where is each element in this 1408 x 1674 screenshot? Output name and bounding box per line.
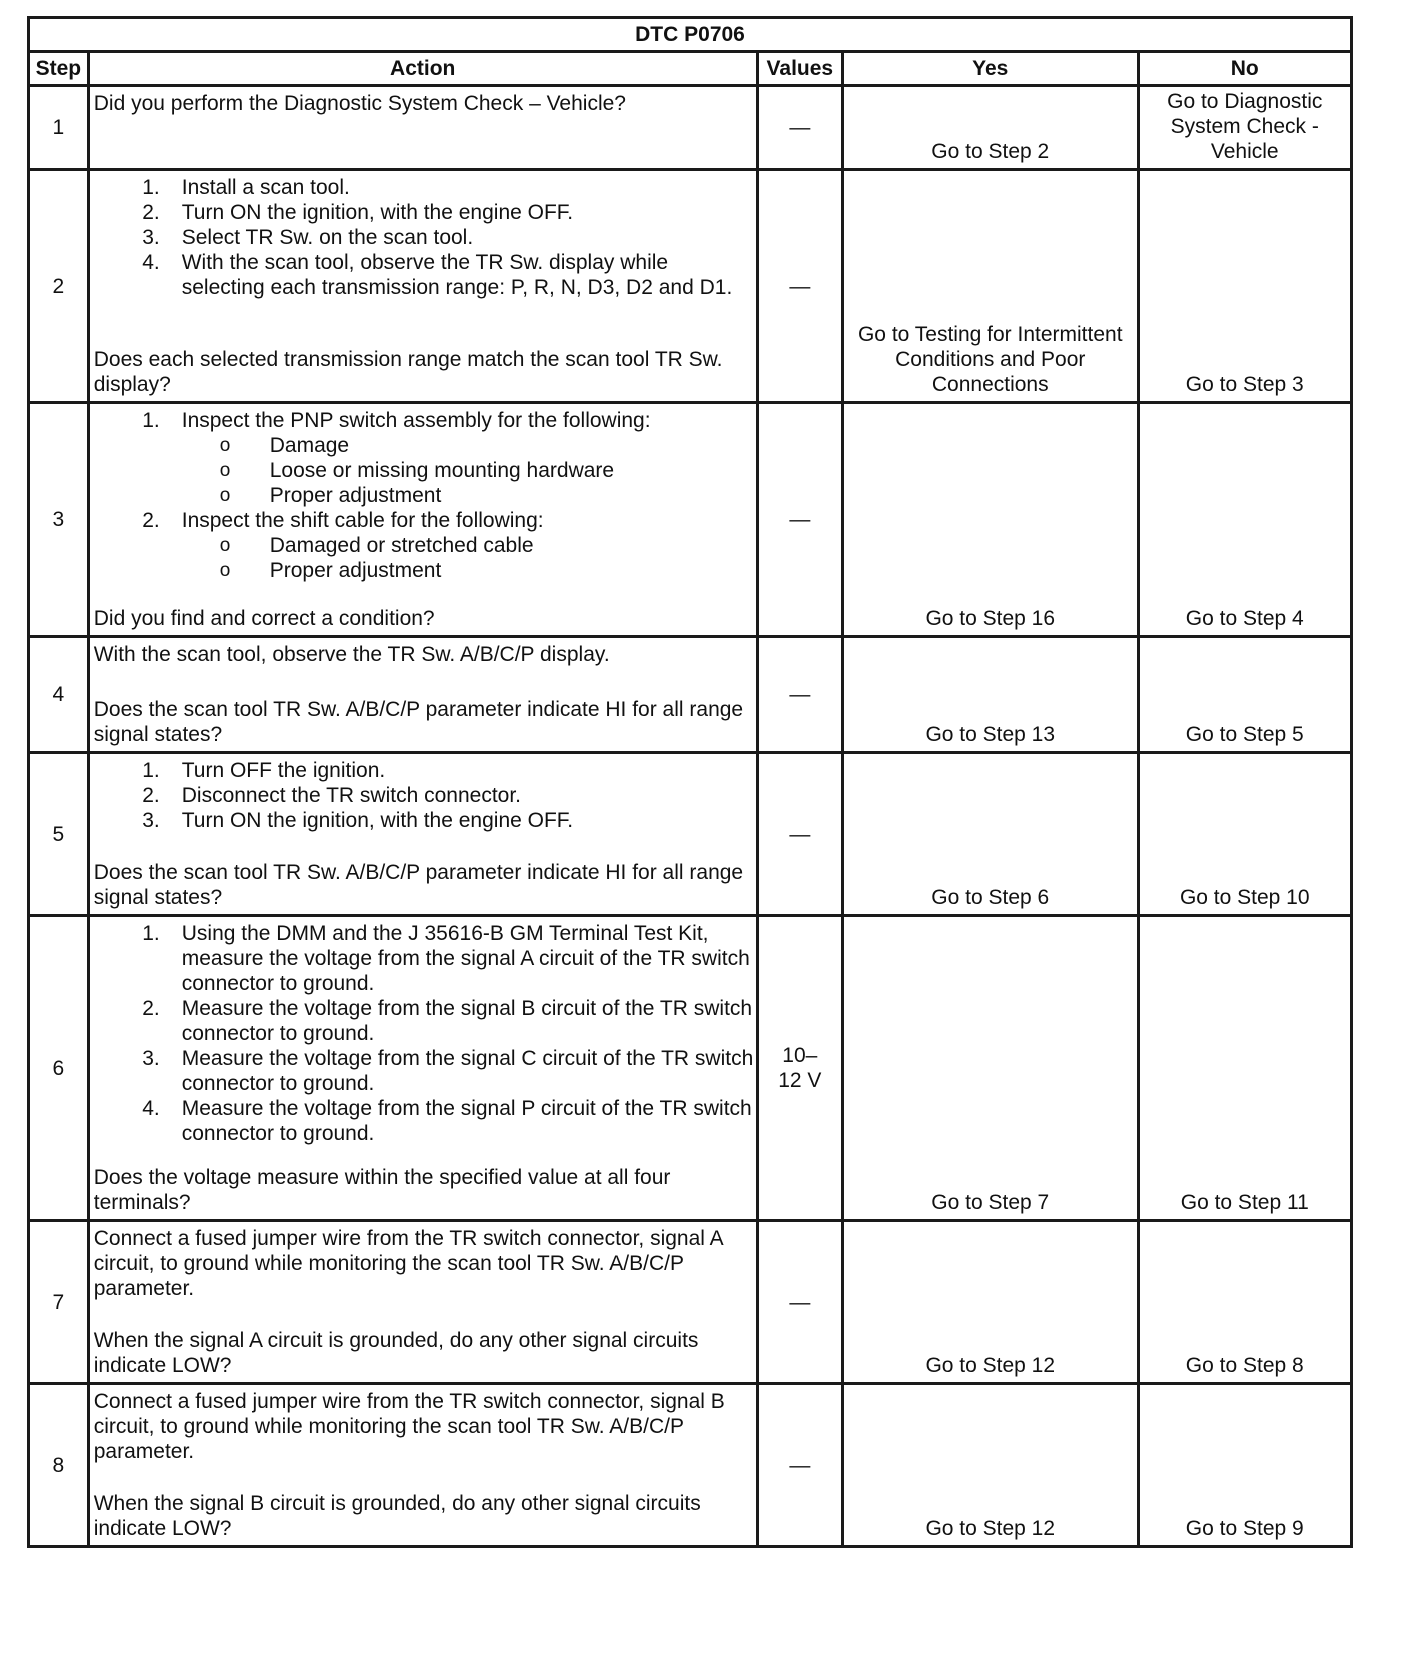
step-item-number: 1. [142, 922, 160, 945]
step-number: 8 [29, 1384, 89, 1547]
list-item [94, 508, 754, 583]
table-title: DTC P0706 [29, 18, 1352, 52]
step-item-text: Install a scan tool. [181, 176, 350, 199]
step-item-text: Select TR Sw. on the scan tool. [181, 226, 474, 249]
action-cell [88, 86, 757, 170]
action-steps [94, 408, 754, 583]
step-item-text: Inspect the PNP switch assembly for the following: [181, 409, 651, 432]
table-row [29, 916, 1352, 1221]
action-intro: With the scan tool, observe the TR Sw. A/B/C/P display. [93, 643, 610, 666]
step-item-text: Turn OFF the ignition. [181, 759, 386, 782]
action-steps [94, 175, 754, 300]
value-cell: 10–12 V [757, 916, 842, 1221]
dtc-table-container [27, 16, 1353, 1548]
no-cell: Go to Step 5 [1138, 637, 1351, 753]
step-item-text: With the scan tool, observe the TR Sw. display while selecting each transmission range: P, R, N, D3, D2 and D1. [181, 251, 733, 299]
action-intro: Connect a fused jumper wire from the TR switch connector, signal B circuit, to ground while monitoring the scan tool TR Sw. A/B/C/P parameter. [93, 1390, 725, 1463]
table-row [29, 170, 1352, 403]
step-number: 1 [29, 86, 89, 170]
dtc-table [27, 16, 1353, 1548]
action-cell [88, 1221, 757, 1384]
sub-list-item: o Loose or missing mounting hardware [182, 458, 754, 483]
header-step: Step [29, 52, 89, 86]
no-cell: Go to Step 3 [1138, 170, 1351, 403]
step-item-text: Inspect the shift cable for the following: [181, 509, 544, 532]
action-question: Does the scan tool TR Sw. A/B/C/P parameter indicate HI for all range signal states? [93, 861, 744, 909]
no-cell: Go to Step 10 [1138, 753, 1351, 916]
value-cell: — [757, 403, 842, 637]
action-cell [88, 916, 757, 1221]
step-item-text: Turn ON the ignition, with the engine OFF. [181, 201, 574, 224]
list-item [94, 1096, 754, 1146]
list-item [94, 175, 754, 200]
sub-list-item: o Damaged or stretched cable [182, 533, 754, 558]
table-body [29, 86, 1352, 1547]
value-cell: — [757, 753, 842, 916]
list-item [94, 408, 754, 508]
action-cell [88, 637, 757, 753]
list-item [94, 1046, 754, 1096]
step-number: 2 [29, 170, 89, 403]
step-number: 3 [29, 403, 89, 637]
value-cell: — [757, 1384, 842, 1547]
step-item-number: 3. [142, 226, 160, 249]
header-yes: Yes [843, 52, 1139, 86]
step-item-text: Measure the voltage from the signal B circuit of the TR switch connector to ground. [181, 997, 753, 1045]
yes-cell: Go to Step 6 [843, 753, 1139, 916]
yes-cell: Go to Step 2 [843, 86, 1139, 170]
no-cell: Go to Step 9 [1138, 1384, 1351, 1547]
table-row [29, 753, 1352, 916]
sub-list-item: o Damage [182, 433, 754, 458]
no-cell: Go to Diagnostic System Check - Vehicle [1138, 86, 1351, 170]
header-no: No [1138, 52, 1351, 86]
step-item-number: 2. [142, 784, 160, 807]
action-cell [88, 1384, 757, 1547]
value-cell: — [757, 86, 842, 170]
step-item-text: Disconnect the TR switch connector. [181, 784, 522, 807]
yes-cell: Go to Step 7 [843, 916, 1139, 1221]
no-cell: Go to Step 8 [1138, 1221, 1351, 1384]
sub-list-item: o Proper adjustment [182, 558, 754, 583]
sub-list-item: o Proper adjustment [182, 483, 754, 508]
no-cell: Go to Step 11 [1138, 916, 1351, 1221]
yes-cell: Go to Testing for Intermittent Conditions and Poor Connections [843, 170, 1139, 403]
table-row [29, 403, 1352, 637]
yes-cell: Go to Step 16 [843, 403, 1139, 637]
list-item [94, 783, 754, 808]
step-number: 5 [29, 753, 89, 916]
step-item-number: 2. [142, 509, 160, 532]
action-question: When the signal A circuit is grounded, do any other signal circuits indicate LOW? [93, 1329, 699, 1377]
step-item-number: 4. [142, 251, 160, 274]
list-item [94, 225, 754, 250]
list-item [94, 921, 754, 996]
step-item-number: 3. [142, 809, 160, 832]
action-steps [94, 758, 754, 833]
step-item-number: 2. [142, 201, 160, 224]
list-item [94, 808, 754, 833]
value-cell: — [757, 1221, 842, 1384]
step-item-number: 1. [142, 409, 160, 432]
action-cell [88, 753, 757, 916]
step-item-text: Using the DMM and the J 35616-B GM Terminal Test Kit, measure the voltage from the signal A circuit of the TR switch connector to ground. [181, 922, 750, 995]
list-item [94, 758, 754, 783]
list-item [94, 200, 754, 225]
step-item-number: 4. [142, 1097, 160, 1120]
table-row [29, 637, 1352, 753]
step-item-text: Measure the voltage from the signal P circuit of the TR switch connector to ground. [181, 1097, 752, 1145]
step-item-number: 2. [142, 997, 160, 1020]
step-number: 7 [29, 1221, 89, 1384]
sub-list [182, 533, 754, 583]
step-item-text: Measure the voltage from the signal C circuit of the TR switch connector to ground. [181, 1047, 754, 1095]
list-item [94, 996, 754, 1046]
action-cell [88, 170, 757, 403]
table-row [29, 1384, 1352, 1547]
step-number: 6 [29, 916, 89, 1221]
list-item [94, 250, 754, 300]
sub-list [182, 433, 754, 508]
header-values: Values [757, 52, 842, 86]
step-number: 4 [29, 637, 89, 753]
action-steps [94, 921, 754, 1146]
step-item-number: 3. [142, 1047, 160, 1070]
action-question: Did you find and correct a condition? [93, 607, 435, 630]
action-question: Does the scan tool TR Sw. A/B/C/P parameter indicate HI for all range signal states? [93, 698, 744, 746]
action-intro: Did you perform the Diagnostic System Check – Vehicle? [93, 92, 626, 115]
table-row [29, 86, 1352, 170]
step-item-text: Turn ON the ignition, with the engine OFF. [181, 809, 574, 832]
action-cell [88, 403, 757, 637]
step-item-number: 1. [142, 176, 160, 199]
action-question: Does each selected transmission range match the scan tool TR Sw. display? [93, 348, 723, 396]
value-cell: — [757, 170, 842, 403]
yes-cell: Go to Step 13 [843, 637, 1139, 753]
action-intro: Connect a fused jumper wire from the TR switch connector, signal A circuit, to ground while monitoring the scan tool TR Sw. A/B/C/P parameter. [93, 1227, 723, 1300]
table-row [29, 1221, 1352, 1384]
no-cell: Go to Step 4 [1138, 403, 1351, 637]
step-item-number: 1. [142, 759, 160, 782]
yes-cell: Go to Step 12 [843, 1221, 1139, 1384]
action-question: When the signal B circuit is grounded, do any other signal circuits indicate LOW? [93, 1492, 701, 1540]
action-question: Does the voltage measure within the specified value at all four terminals? [93, 1166, 671, 1214]
value-cell: — [757, 637, 842, 753]
header-action: Action [88, 52, 757, 86]
yes-cell: Go to Step 12 [843, 1384, 1139, 1547]
